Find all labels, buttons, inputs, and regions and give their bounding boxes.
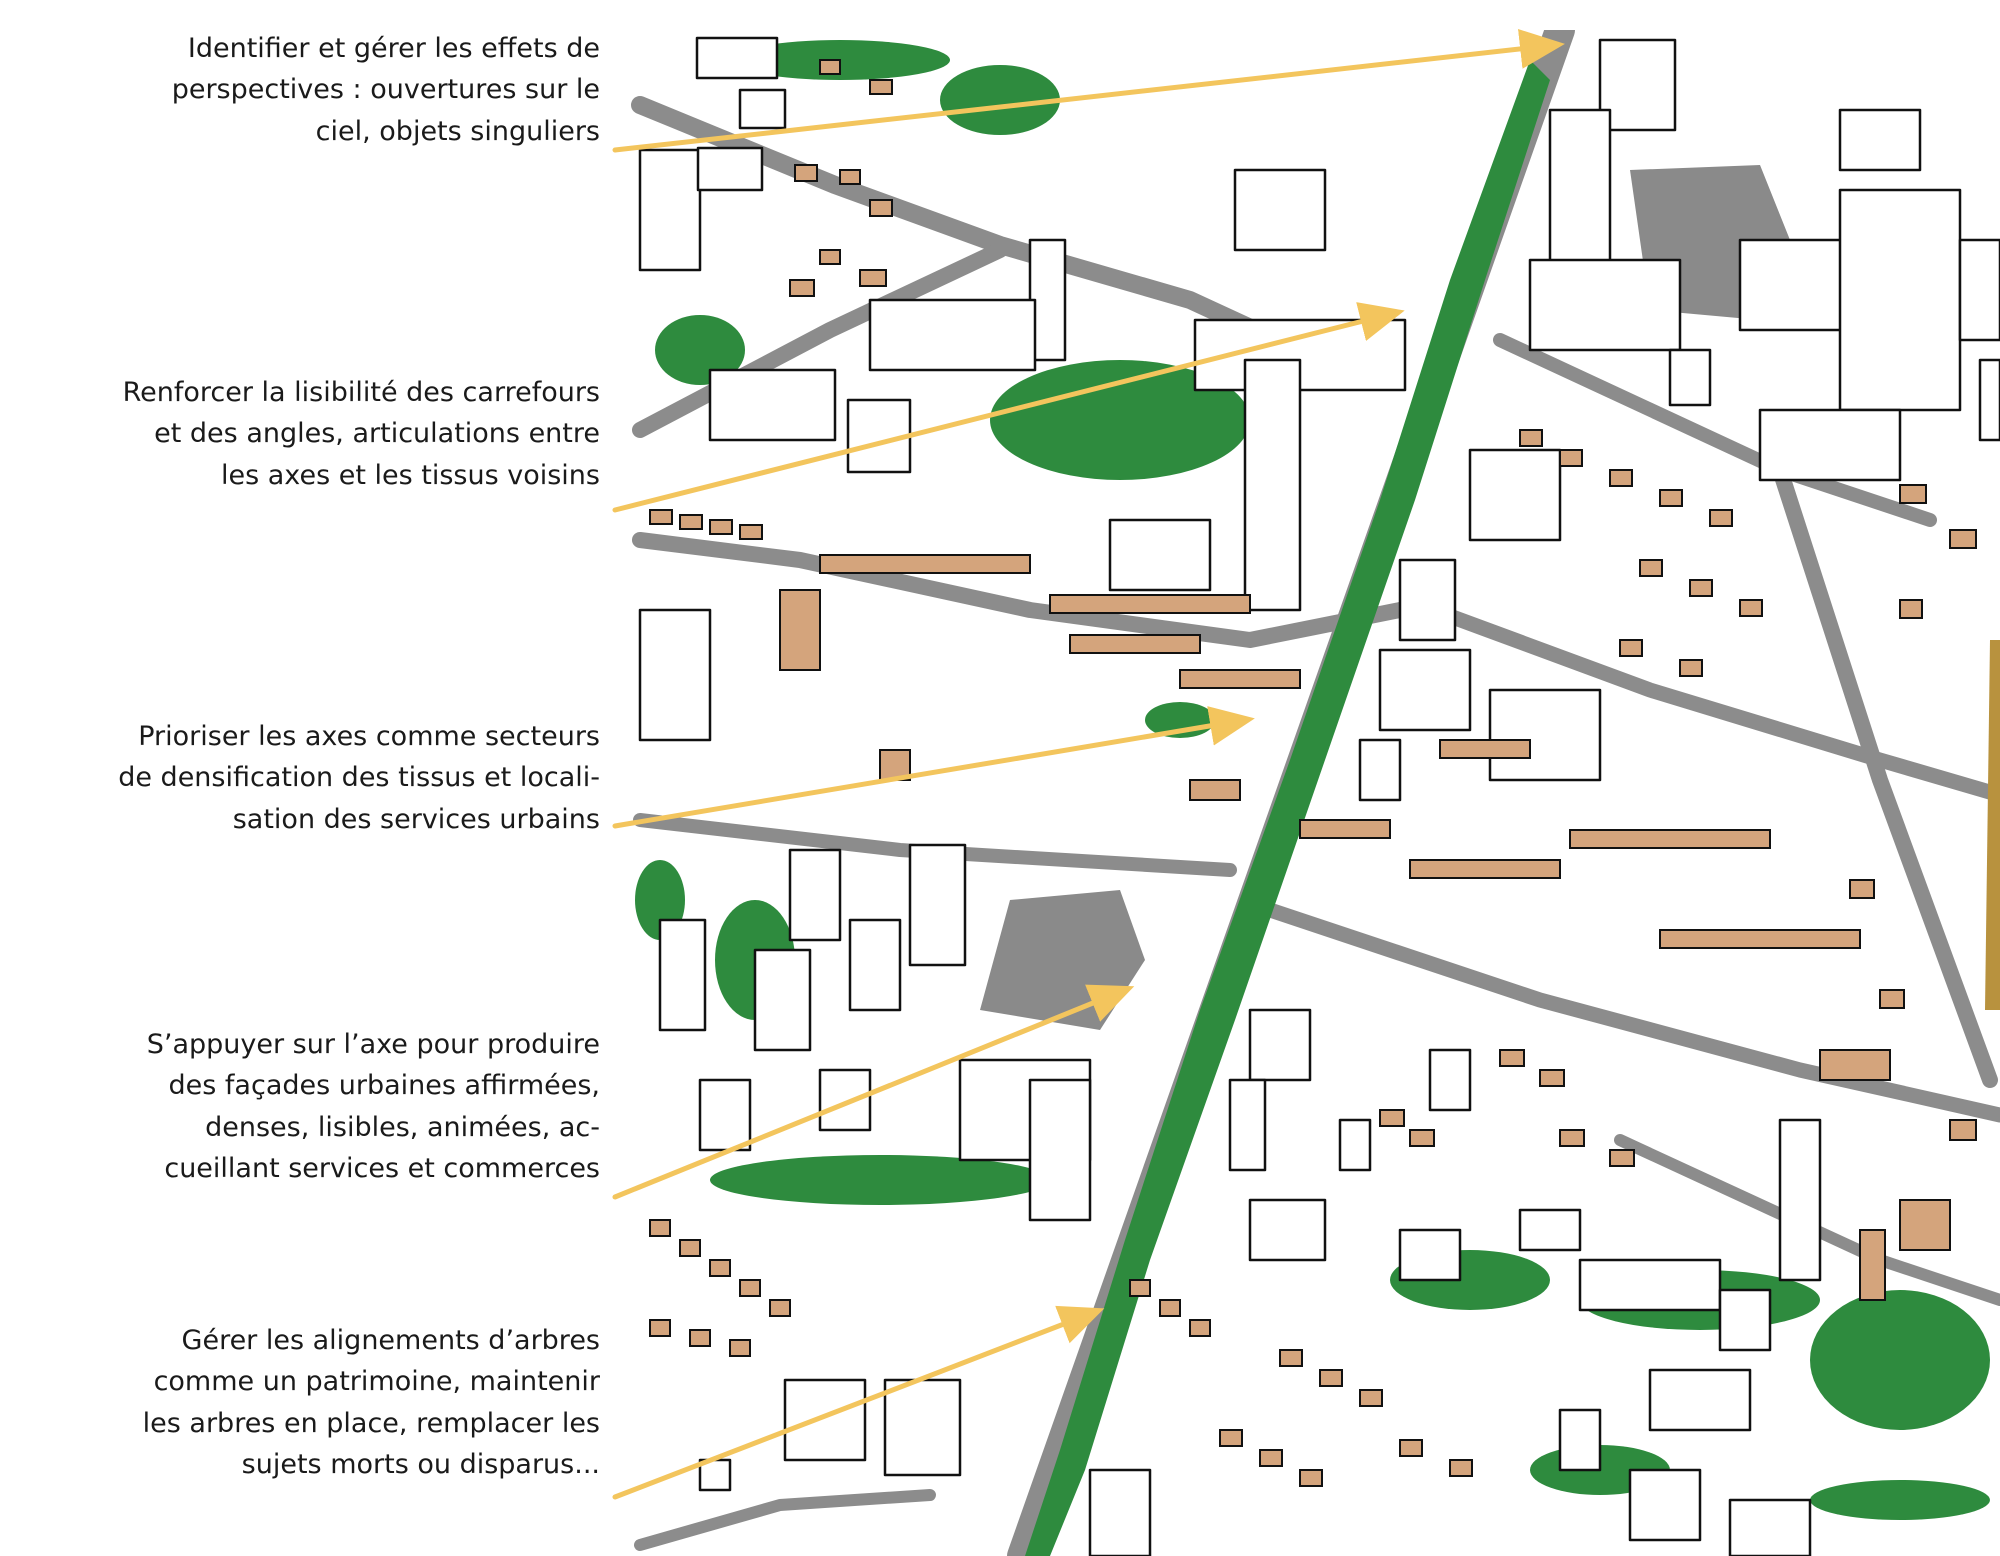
- building: [1760, 410, 1900, 480]
- building: [1650, 1370, 1750, 1430]
- building: [1250, 1200, 1325, 1260]
- building: [1090, 1470, 1150, 1556]
- building: [870, 300, 1035, 370]
- tree-cluster: [1810, 1480, 1990, 1520]
- house: [1820, 1050, 1890, 1080]
- caption-line: de densification des tissus et locali-: [118, 762, 600, 794]
- house-row: [1300, 820, 1390, 838]
- building: [785, 1380, 865, 1460]
- road-southwest: [640, 1495, 930, 1545]
- house: [1260, 1450, 1282, 1466]
- house: [1560, 450, 1582, 466]
- house: [1900, 1200, 1950, 1250]
- building: [1235, 170, 1325, 250]
- house: [795, 165, 817, 181]
- building: [1780, 1120, 1820, 1280]
- house: [1880, 990, 1904, 1008]
- house: [820, 250, 840, 264]
- tree-cluster: [940, 65, 1060, 135]
- caption-line: sation des services urbains: [232, 803, 600, 835]
- tree-cluster: [1810, 1290, 1990, 1430]
- house: [1500, 1050, 1524, 1066]
- building: [1520, 1210, 1580, 1250]
- building: [1230, 1080, 1265, 1170]
- building: [1110, 520, 1210, 590]
- house: [1450, 1460, 1472, 1476]
- tree-cluster: [710, 1155, 1050, 1205]
- house: [1320, 1370, 1342, 1386]
- building: [820, 1070, 870, 1130]
- house: [880, 750, 910, 780]
- caption-line: ciel, objets singuliers: [315, 115, 600, 147]
- building: [1400, 560, 1455, 640]
- house: [690, 1330, 710, 1346]
- caption-line: les axes et les tissus voisins: [221, 459, 600, 491]
- caption-line: Identifier et gérer les effets de: [187, 33, 600, 64]
- house: [1360, 1390, 1382, 1406]
- house: [710, 520, 732, 534]
- building: [1430, 1050, 1470, 1110]
- building: [1030, 1080, 1090, 1220]
- building: [698, 148, 762, 190]
- building: [885, 1380, 960, 1475]
- building: [1530, 260, 1680, 350]
- house: [1860, 1230, 1885, 1300]
- caption-line: cueillant services et commerces: [164, 1152, 600, 1184]
- aerial-city-sketch: [630, 30, 2000, 1556]
- house: [870, 80, 892, 94]
- house-row: [1070, 635, 1200, 653]
- house: [1220, 1430, 1242, 1446]
- caption-line: sujets morts ou disparus...: [241, 1448, 600, 1480]
- house: [790, 280, 814, 296]
- building: [640, 610, 710, 740]
- caption-column: [0, 0, 600, 1556]
- building: [1560, 1410, 1600, 1470]
- house: [1610, 470, 1632, 486]
- house: [1410, 1130, 1434, 1146]
- caption-densification: [0, 716, 600, 840]
- house: [730, 1340, 750, 1356]
- house: [1660, 490, 1682, 506]
- building: [660, 920, 705, 1030]
- building: [790, 850, 840, 940]
- building: [640, 150, 700, 270]
- caption-carrefours: [0, 372, 600, 496]
- house: [1950, 1120, 1976, 1140]
- park-east-edge: [1985, 640, 2000, 1010]
- building: [1250, 1010, 1310, 1080]
- caption-facades: [0, 1024, 600, 1189]
- building: [1960, 240, 2000, 340]
- house: [1900, 600, 1922, 618]
- house: [1380, 1110, 1404, 1126]
- house: [820, 60, 840, 74]
- caption-line: et des angles, articulations entre: [154, 418, 600, 450]
- building: [1980, 360, 2000, 440]
- building: [1340, 1120, 1370, 1170]
- house: [1950, 530, 1976, 548]
- house-row: [1440, 740, 1530, 758]
- caption-line: Gérer les alignements d’arbres: [181, 1325, 600, 1356]
- building: [1730, 1500, 1810, 1556]
- house: [1520, 430, 1542, 446]
- building: [710, 370, 835, 440]
- building: [1720, 1290, 1770, 1350]
- house: [1900, 485, 1926, 503]
- house: [650, 510, 672, 524]
- building: [700, 1460, 730, 1490]
- house: [1610, 1150, 1634, 1166]
- building: [910, 845, 965, 965]
- house-row: [1570, 830, 1770, 848]
- road-east-lower: [1270, 910, 2000, 1115]
- building: [1400, 1230, 1460, 1280]
- buildings: [640, 38, 2000, 1556]
- house-row: [820, 555, 1030, 573]
- house: [1640, 560, 1662, 576]
- building: [1490, 690, 1600, 780]
- house-row: [1180, 670, 1300, 688]
- building: [1245, 360, 1300, 610]
- house: [840, 170, 860, 184]
- caption-line: perspectives : ouvertures sur le: [171, 74, 600, 106]
- caption-arbres: [0, 1320, 600, 1485]
- house: [1690, 580, 1712, 596]
- house: [1400, 1440, 1422, 1456]
- building: [1670, 350, 1710, 405]
- house: [1620, 640, 1642, 656]
- house: [1280, 1350, 1302, 1366]
- house: [780, 590, 820, 670]
- house: [680, 515, 702, 529]
- house: [1710, 510, 1732, 526]
- caption-line: comme un patrimoine, maintenir: [153, 1366, 600, 1398]
- caption-perspectives: [0, 28, 600, 152]
- house-row: [1410, 860, 1560, 878]
- building: [1630, 1470, 1700, 1540]
- house: [740, 525, 762, 539]
- building: [1380, 650, 1470, 730]
- building: [1550, 110, 1610, 270]
- caption-line: Renforcer la lisibilité des carrefours: [122, 377, 600, 408]
- house: [1190, 780, 1240, 800]
- house: [680, 1240, 700, 1256]
- house: [770, 1300, 790, 1316]
- house: [1540, 1070, 1564, 1086]
- building: [850, 920, 900, 1010]
- building: [1470, 450, 1560, 540]
- house-row: [1050, 595, 1250, 613]
- house: [870, 200, 892, 216]
- building: [740, 90, 785, 128]
- city-map: [630, 30, 2000, 1556]
- house: [1850, 880, 1874, 898]
- caption-line: Prioriser les axes comme secteurs: [138, 721, 600, 752]
- road-diagonal-east: [1780, 470, 1990, 1080]
- house: [650, 1220, 670, 1236]
- house: [740, 1280, 760, 1296]
- house: [1130, 1280, 1150, 1296]
- house-row: [1660, 930, 1860, 948]
- building: [1580, 1260, 1720, 1310]
- tree-cluster: [1145, 702, 1215, 738]
- caption-line: S’appuyer sur l’axe pour produire: [146, 1029, 600, 1060]
- house: [1740, 600, 1762, 616]
- caption-line: les arbres en place, remplacer les: [142, 1407, 600, 1439]
- house: [650, 1320, 670, 1336]
- building: [755, 950, 810, 1050]
- house: [1190, 1320, 1210, 1336]
- house: [710, 1260, 730, 1276]
- plaza-center: [980, 890, 1145, 1030]
- caption-line: des façades urbaines affirmées,: [168, 1070, 600, 1102]
- building: [1840, 110, 1920, 170]
- house: [1160, 1300, 1180, 1316]
- building: [1360, 740, 1400, 800]
- house: [1300, 1470, 1322, 1486]
- house: [1560, 1130, 1584, 1146]
- building: [848, 400, 910, 472]
- house: [860, 270, 886, 286]
- house: [1680, 660, 1702, 676]
- building: [1840, 190, 1960, 410]
- building: [700, 1080, 750, 1150]
- building: [697, 38, 777, 78]
- caption-line: denses, lisibles, animées, ac-: [205, 1111, 600, 1143]
